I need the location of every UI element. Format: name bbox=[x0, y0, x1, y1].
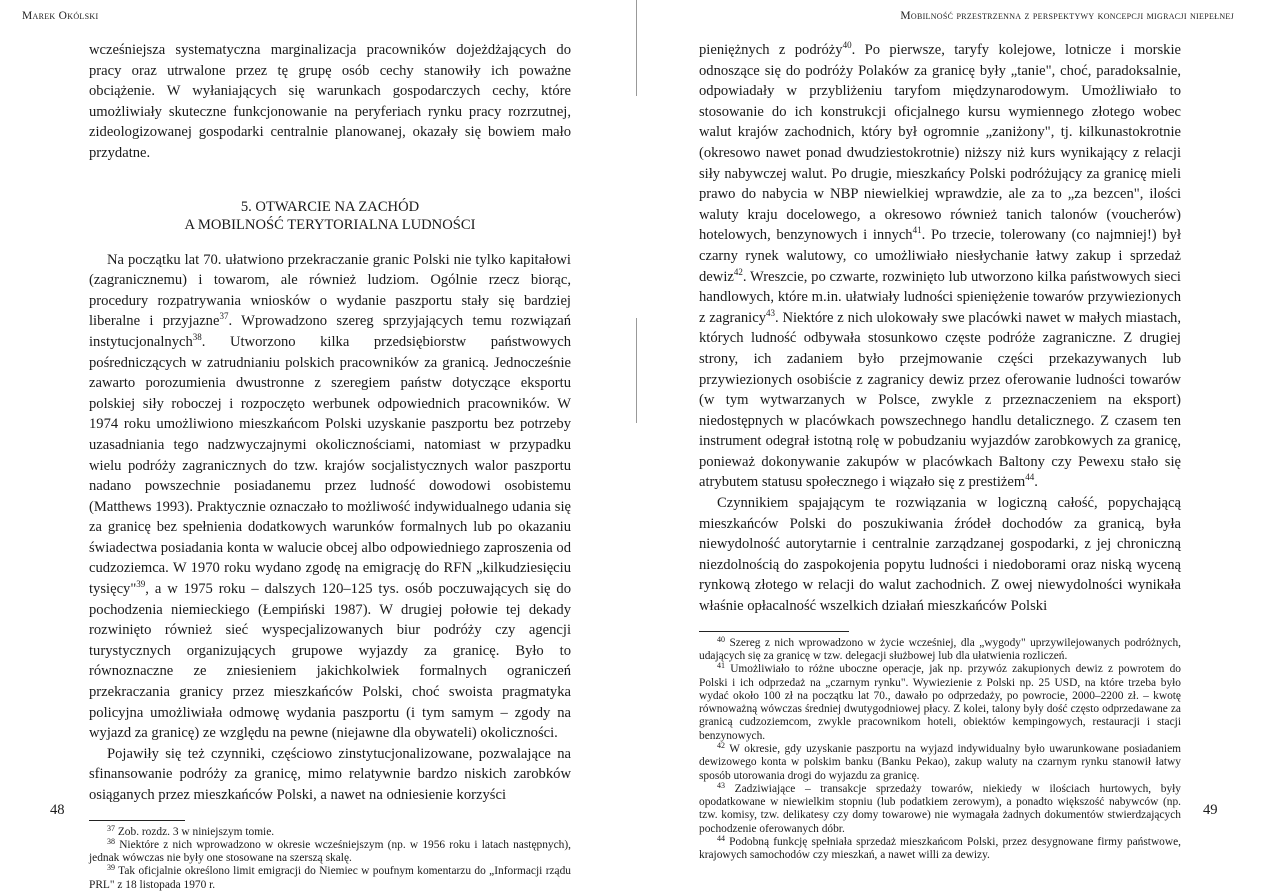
right-paragraphs bbox=[699, 40, 1181, 617]
footnote-marker: 42 bbox=[733, 266, 743, 277]
text-run: . Niektóre z nich ulokowały swe placówki nawet w małych miastach, których ludność odbywała stosunkowo częste podróże zagraniczne. Z drugiej strony, ich zadaniem było przejmowanie części przekazywanych lub przywiezionych osobiście z zagranicy dewiz przez oferowanie ludności towarów (w tym wytwarzanych w Polsce, zwykle z przeznaczeniem na eksport) niedostępnych w placówkach powszechnego handlu detalicznego. Z czasem ten instrument odegrał istotną rolę w pobudzaniu wyjazdów zarobkowych za granicę, ponieważ dokonywanie zakupów w placówkach Baltony czy Pewexu stało się atrybutem statusu społecznego i wiązało się z prestiżem bbox=[699, 309, 1181, 491]
section-heading bbox=[89, 198, 571, 234]
text-run: Zadziwiające – transakcje sprzedaży towarów, niekiedy w ilościach hurtowych, były opodatkowane w niewielkim stopniu (lub podatkiem zerowym), a ponadto większość nabywców (np. tzw. komisy, tzw. delikatesy czy domy towarowe) nie wymagała żadnych dokumentów stwierdzających pochodzenie oferowanych dóbr. bbox=[699, 782, 1181, 835]
footnote-marker: 39 bbox=[136, 579, 146, 590]
footnote bbox=[699, 836, 1181, 863]
running-head-left: Marek Okólski bbox=[22, 10, 99, 22]
footnote-marker: 44 bbox=[717, 834, 725, 844]
footnote-marker: 44 bbox=[1025, 472, 1035, 483]
footnote bbox=[89, 865, 571, 892]
footnote bbox=[89, 836, 571, 866]
footnote-marker: 43 bbox=[717, 780, 725, 790]
footnote-marker: 38 bbox=[107, 836, 115, 846]
footnote-separator bbox=[89, 820, 185, 821]
paragraph bbox=[89, 40, 571, 164]
footnote-marker: 39 bbox=[107, 863, 115, 873]
section-heading-line: 5. OTWARCIE NA ZACHÓD bbox=[240, 198, 420, 215]
paragraph bbox=[89, 250, 571, 744]
footnote bbox=[699, 780, 1181, 836]
footnote bbox=[699, 743, 1181, 783]
page-number-left: 48 bbox=[50, 802, 65, 818]
text-run: Na początku lat 70. ułatwiono przekraczanie granic Polski nie tylko kapitałowi (zagranicznemu) i towarom, ale również ludziom. Ogólnie rzecz biorąc, procedury rozpatrywania wniosków o wydanie paszportu stały się bardziej liberalne i przyjazne bbox=[89, 251, 571, 330]
left-paragraphs-before bbox=[89, 40, 571, 164]
text-run: pieniężnych z podróży bbox=[699, 42, 843, 58]
left-footnotes bbox=[89, 806, 571, 892]
paragraph bbox=[699, 493, 1181, 617]
text-run: . Po pierwsze, taryfy kolejowe, lotnicze i morskie odnoszące się do podróży Polaków za granicę były „tanie", choć, paradoksalnie, odpowiadały w przybliżeniu taryfom międzynarodowym. Umożliwiało to stosowanie do ich konstrukcji oficjalnego kursu wymiennego złotego wobec walut krajów zachodnich, który był ogromnie „zaniżony", tj. kilkunastokrotnie (okresowo nawet ponad dwudziestokrotnie) niższy niż kurs wynikający z relacji siły nabywczej walut. Po drugie, mieszkańcy Polski podróżujący za granicę mieli prawo do nabycia w NBP niewielkiej wprawdzie, ale za to „za bezcen", ilości waluty kraju docelowego, a okresowo również tanich talonów (voucherów) hotelowych, benzynowych i innych bbox=[699, 42, 1181, 244]
paragraph bbox=[699, 40, 1181, 493]
text-run: Zob. rozdz. 3 w niniejszym tomie. bbox=[115, 825, 275, 838]
footnote-marker: 40 bbox=[842, 40, 852, 50]
paragraph bbox=[89, 744, 571, 806]
right-footnotes bbox=[699, 617, 1181, 863]
footnote bbox=[89, 823, 571, 839]
text-run: . Wreszcie, po czwarte, rozwinięto lub utworzono kilka państwowych sieci handlowych, które m.in. ułatwiały ludności spieniężenie towarów przywiezionych z zagranicy bbox=[699, 268, 1181, 326]
footnote-marker: 38 bbox=[192, 331, 202, 342]
text-run: W okresie, gdy uzyskanie paszportu na wyjazd indywidualny było uwarunkowane posiadaniem dewizowego konta w polskim banku (Banku Pekao), zakup waluty na czarnym rynku stanowił łatwy sposób utorowania drogi do wyjazdu za granicę. bbox=[699, 743, 1181, 782]
running-head-right: Mobilność przestrzenna z perspektywy koncepcji migracji niepełnej bbox=[900, 10, 1234, 22]
left-page-body bbox=[89, 40, 571, 806]
text-run: wcześniejsza systematyczna marginalizacja pracowników dojeżdżających do pracy oraz utrwalone przez tę grupę osób cechy stanowiły ich poważne obciążenie. W wyłaniających się warunkach gospodarczych cechy, które umożliwiały skuteczne funkcjonowanie na peryferiach rynku pracy rozrzutnej, zideologizowanej gospodarki centralnie planowanej, okazały się bowiem mało przydatne. bbox=[89, 42, 571, 161]
footnote-separator bbox=[699, 631, 849, 632]
left-paragraphs bbox=[89, 250, 571, 806]
text-run: Pojawiły się też czynniki, częściowo zinstytucjonalizowane, pozwalające na sfinansowanie podróży za granicę, mimo relatywnie bardzo niskich zarobków osiąganych przez mieszkańców Polski, a nawet na odniesienie korzyści bbox=[89, 745, 571, 803]
section-heading-line: A MOBILNOŚĆ TERYTORIALNA LUDNOŚCI bbox=[184, 216, 476, 233]
footnote-marker: 37 bbox=[219, 311, 229, 322]
left-page bbox=[89, 40, 571, 892]
text-run: . Wprowadzono szereg sprzyjających temu rozwiązań instytucjonalnych bbox=[89, 313, 571, 350]
footnote-marker: 41 bbox=[717, 661, 725, 671]
right-page-body bbox=[699, 40, 1181, 617]
gutter-line bbox=[636, 318, 637, 423]
footnote-marker: 37 bbox=[107, 823, 115, 833]
text-run: . Po trzecie, tolerowany (co najmniej!) był czarny rynek walutowy, co umożliwiało niesłychanie łatwy zakup i sprzedaż dewiz bbox=[699, 227, 1181, 285]
text-run: Niektóre z nich wprowadzono w okresie wcześniejszym (np. w 1956 roku i latach następnych), jednak wówczas nie były one stosowane na szerszą skalę. bbox=[89, 838, 571, 865]
footnote-marker: 42 bbox=[717, 741, 725, 750]
right-page bbox=[699, 40, 1181, 863]
left-footnote-list bbox=[89, 823, 571, 892]
footnote-marker: 41 bbox=[912, 225, 922, 236]
footnote-marker: 43 bbox=[766, 307, 775, 318]
footnote bbox=[699, 663, 1181, 743]
footnote bbox=[699, 634, 1181, 664]
text-run: . bbox=[1034, 474, 1038, 491]
text-run: Szereg z nich wprowadzono w życie wcześniej, dla „wygody" uprzywilejowanych podróżnych, udających się za granicę w tzw. delegacji służbowej lub dla ułatwienia rozliczeń. bbox=[699, 636, 1181, 662]
text-run: Umożliwiało to różne uboczne operacje, jak np. przywóz zakupionych dewiz z powrotem do Polski i ich odprzedaż na „czarnym rynku". Wywiezienie z Polski np. 25 USD, na które trzeba było wydać około 100 zł na początku lat 70., dawało po odprzedaży, po powrocie, 2000–2200 zł. – kwotę równoważną wówczas średniej dwutygodniowej płacy. Z kolei, talony były dość często odprzedawane za granicą cudzoziemcom, zwykle pracownikom hoteli, obiektów kempingowych, restauracji i stacji benzynowych. bbox=[699, 663, 1181, 742]
right-footnote-list bbox=[699, 634, 1181, 863]
text-run: . Utworzono kilka przedsiębiorstw państwowych pośredniczących w zatrudnianiu polskich pracowników za granicą. Jednocześnie zawarto porozumienia dwustronne z szeregiem państw dotyczące eksportu polskiej siły roboczej i rozpoczęto werbunek odpowiednich pracowników. W 1974 roku umożliwiono mieszkańcom Polski uzyskanie paszportu bez potrzeby uzasadniania tego nadzwyczajnymi okolicznościami, natomiast w przypadku wielu podróży zagranicznych do tzw. krajów socjalistycznych walor paszportu nadano powszechnie posiadanemu przez ludność dowodowi osobistemu (Matthews 1993). Praktycznie oznaczało to możliwość indywidualnego udania się za granicę bez spełnienia dodatkowych warunków formalnych lub po okazaniu świadectwa posiadania konta w walucie obcej albo odpowiedniego zaproszenia od cudzoziemca. W 1970 roku wydano zgodę na emigrację do RFN „kilkudziesięciu tysięcy" bbox=[89, 333, 571, 598]
text-run: Podobną funkcję spełniała sprzedaż mieszkańcom Polski, przez desygnowane firmy państwowe, krajowych samochodów czy mieszkań, a nawet willi za dewizy. bbox=[699, 836, 1181, 862]
text-run: Czynnikiem spajającym te rozwiązania w logiczną całość, popychającą mieszkańców Polski do poszukiwania źródeł dochodów za granicą, była niewydolność autorytarnie i centralnie zarządzanej gospodarki, z jej chroniczną niezdolnością do zaspokojenia popytu ludności i niedoborami oraz niską wyceną rynkową złotego w relacji do walut zachodnich. Z owej niewydolności wynikała właśnie opłacalność wszelkich działań mieszkańców Polski bbox=[699, 495, 1181, 615]
text-run: , a w 1975 roku – dalszych 120–125 tys. osób poczuwających się do pochodzenia niemieckiego (Łempiński 1987). W drugiej połowie tej dekady rozwinięto również sieć wyspecjalizowanych biur podróży czy agencji turystycznych organizujących grupowe wyjazdy za granicę. Było to równoznaczne ze zniesieniem jakichkolwiek formalnych ograniczeń przekraczania granicy przez mieszkańców Polski, choć swoista pragmatyka policyjna umożliwiała odmowę wydania paszportu (i tym samym – zgody na wyjazd za granicę) ze względu na pewne (niejawne dla obywateli) okoliczności. bbox=[89, 581, 571, 742]
text-run: Tak oficjalnie określono limit emigracji do Niemiec w poufnym komentarzu do „Informacji rządu PRL" z 18 listopada 1970 r. bbox=[89, 865, 571, 891]
footnote-marker: 40 bbox=[717, 634, 725, 644]
page-number-right: 49 bbox=[1203, 802, 1218, 818]
gutter-line bbox=[636, 0, 637, 96]
